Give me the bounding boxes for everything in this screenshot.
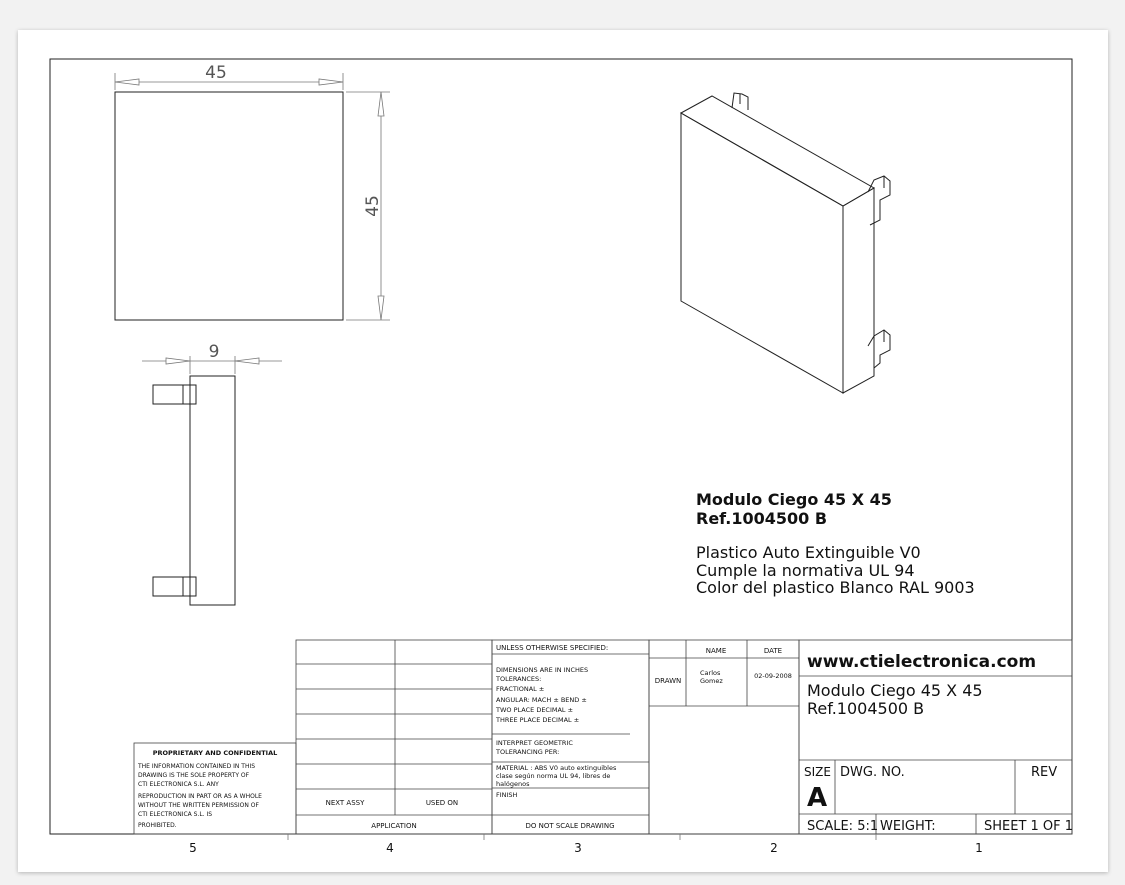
scale-label: SCALE: 5:1 bbox=[807, 819, 879, 834]
tolerance-line: TOLERANCES: bbox=[496, 675, 542, 683]
next-assy-label: NEXT ASSY bbox=[325, 799, 365, 807]
tolerance-line: THREE PLACE DECIMAL ± bbox=[496, 716, 580, 724]
interpret-line: INTERPRET GEOMETRIC bbox=[496, 739, 573, 747]
interpret-line: TOLERANCING PER: bbox=[496, 748, 560, 756]
application-label: APPLICATION bbox=[371, 822, 417, 830]
rev-label: REV bbox=[1031, 765, 1058, 780]
drawn-block bbox=[649, 640, 799, 834]
iso-clip-top-right bbox=[868, 176, 890, 225]
zone-1: 1 bbox=[975, 841, 983, 855]
used-on-label: USED ON bbox=[425, 799, 459, 807]
iso-front-face bbox=[681, 113, 843, 393]
tolerance-line: DIMENSIONS ARE IN INCHES bbox=[496, 666, 589, 674]
drawing-canvas bbox=[18, 30, 1108, 872]
proprietary-line: THE INFORMATION CONTAINED IN THIS bbox=[138, 763, 256, 770]
proprietary-line: REPRODUCTION IN PART OR AS A WHOLE bbox=[138, 793, 262, 800]
main-title-block bbox=[799, 640, 1073, 834]
note-title-line1: Modulo Ciego 45 X 45 bbox=[696, 490, 892, 509]
material-line: halógenos bbox=[496, 780, 530, 788]
iso-top-face bbox=[681, 96, 874, 206]
side-view-body bbox=[190, 376, 235, 605]
proprietary-line: CTI ELECTRONICA S.L. ANY bbox=[138, 781, 219, 788]
date-header: DATE bbox=[763, 647, 783, 655]
iso-clip-bottom-right bbox=[868, 330, 890, 368]
note-line1: Plastico Auto Extinguible V0 bbox=[696, 543, 921, 562]
title-block bbox=[134, 640, 1073, 834]
isometric-view bbox=[681, 93, 890, 393]
application-table bbox=[296, 640, 492, 834]
proprietary-text bbox=[137, 763, 262, 829]
width-dimension-label: 45 bbox=[205, 63, 227, 83]
size-label: SIZE bbox=[804, 765, 831, 779]
zone-5: 5 bbox=[189, 841, 197, 855]
zone-3: 3 bbox=[574, 841, 582, 855]
front-view-outline bbox=[115, 92, 343, 320]
do-not-scale: DO NOT SCALE DRAWING bbox=[525, 822, 615, 830]
proprietary-heading: PROPRIETARY AND CONFIDENTIAL bbox=[152, 749, 278, 757]
company-website: www.ctielectronica.com bbox=[807, 652, 1037, 672]
unless-specified: UNLESS OTHERWISE SPECIFIED: bbox=[496, 644, 609, 652]
zone-2: 2 bbox=[770, 841, 778, 855]
drawn-name-line2: Gomez bbox=[700, 677, 723, 685]
height-dimension-label: 45 bbox=[363, 195, 383, 217]
depth-dimension-label: 9 bbox=[208, 342, 220, 362]
name-header: NAME bbox=[705, 647, 727, 655]
tolerance-line: ANGULAR: MACH ± BEND ± bbox=[496, 696, 587, 704]
sheet-label: SHEET 1 OF 1 bbox=[984, 819, 1074, 834]
size-value: A bbox=[807, 783, 828, 813]
tolerance-line: FRACTIONAL ± bbox=[496, 685, 545, 693]
dwg-no-label: DWG. NO. bbox=[840, 765, 905, 780]
proprietary-line: CTI ELECTRONICA S.L. IS bbox=[138, 811, 213, 818]
material-line: MATERIAL : ABS V0 auto extinguibles bbox=[496, 764, 617, 772]
drawn-date: 02-09-2008 bbox=[754, 672, 792, 680]
title-line2: Ref.1004500 B bbox=[807, 699, 925, 718]
finish-label: FINISH bbox=[496, 791, 518, 799]
material-line: clase según norma UL 94, libres de bbox=[496, 772, 611, 780]
zone-markers bbox=[189, 834, 983, 855]
proprietary-line: PROHIBITED. bbox=[138, 822, 177, 829]
note-line3: Color del plastico Blanco RAL 9003 bbox=[696, 578, 975, 597]
iso-side-face bbox=[843, 188, 874, 393]
proprietary-line: DRAWING IS THE SOLE PROPERTY OF bbox=[138, 772, 250, 779]
drawing-sheet bbox=[18, 30, 1108, 872]
title-line1: Modulo Ciego 45 X 45 bbox=[807, 681, 983, 700]
tolerance-line: TWO PLACE DECIMAL ± bbox=[496, 706, 574, 714]
drawn-label: DRAWN bbox=[654, 677, 682, 685]
zone-4: 4 bbox=[386, 841, 394, 855]
side-view bbox=[142, 342, 282, 605]
proprietary-line: WITHOUT THE WRITTEN PERMISSION OF bbox=[138, 802, 259, 809]
spec-column bbox=[492, 640, 649, 834]
front-view bbox=[115, 63, 390, 320]
drawn-name-line1: Carlos bbox=[700, 669, 721, 677]
note-line2: Cumple la normativa UL 94 bbox=[696, 561, 915, 580]
note-title-line2: Ref.1004500 B bbox=[696, 509, 828, 528]
notes-block bbox=[696, 490, 975, 597]
weight-label: WEIGHT: bbox=[880, 819, 936, 834]
